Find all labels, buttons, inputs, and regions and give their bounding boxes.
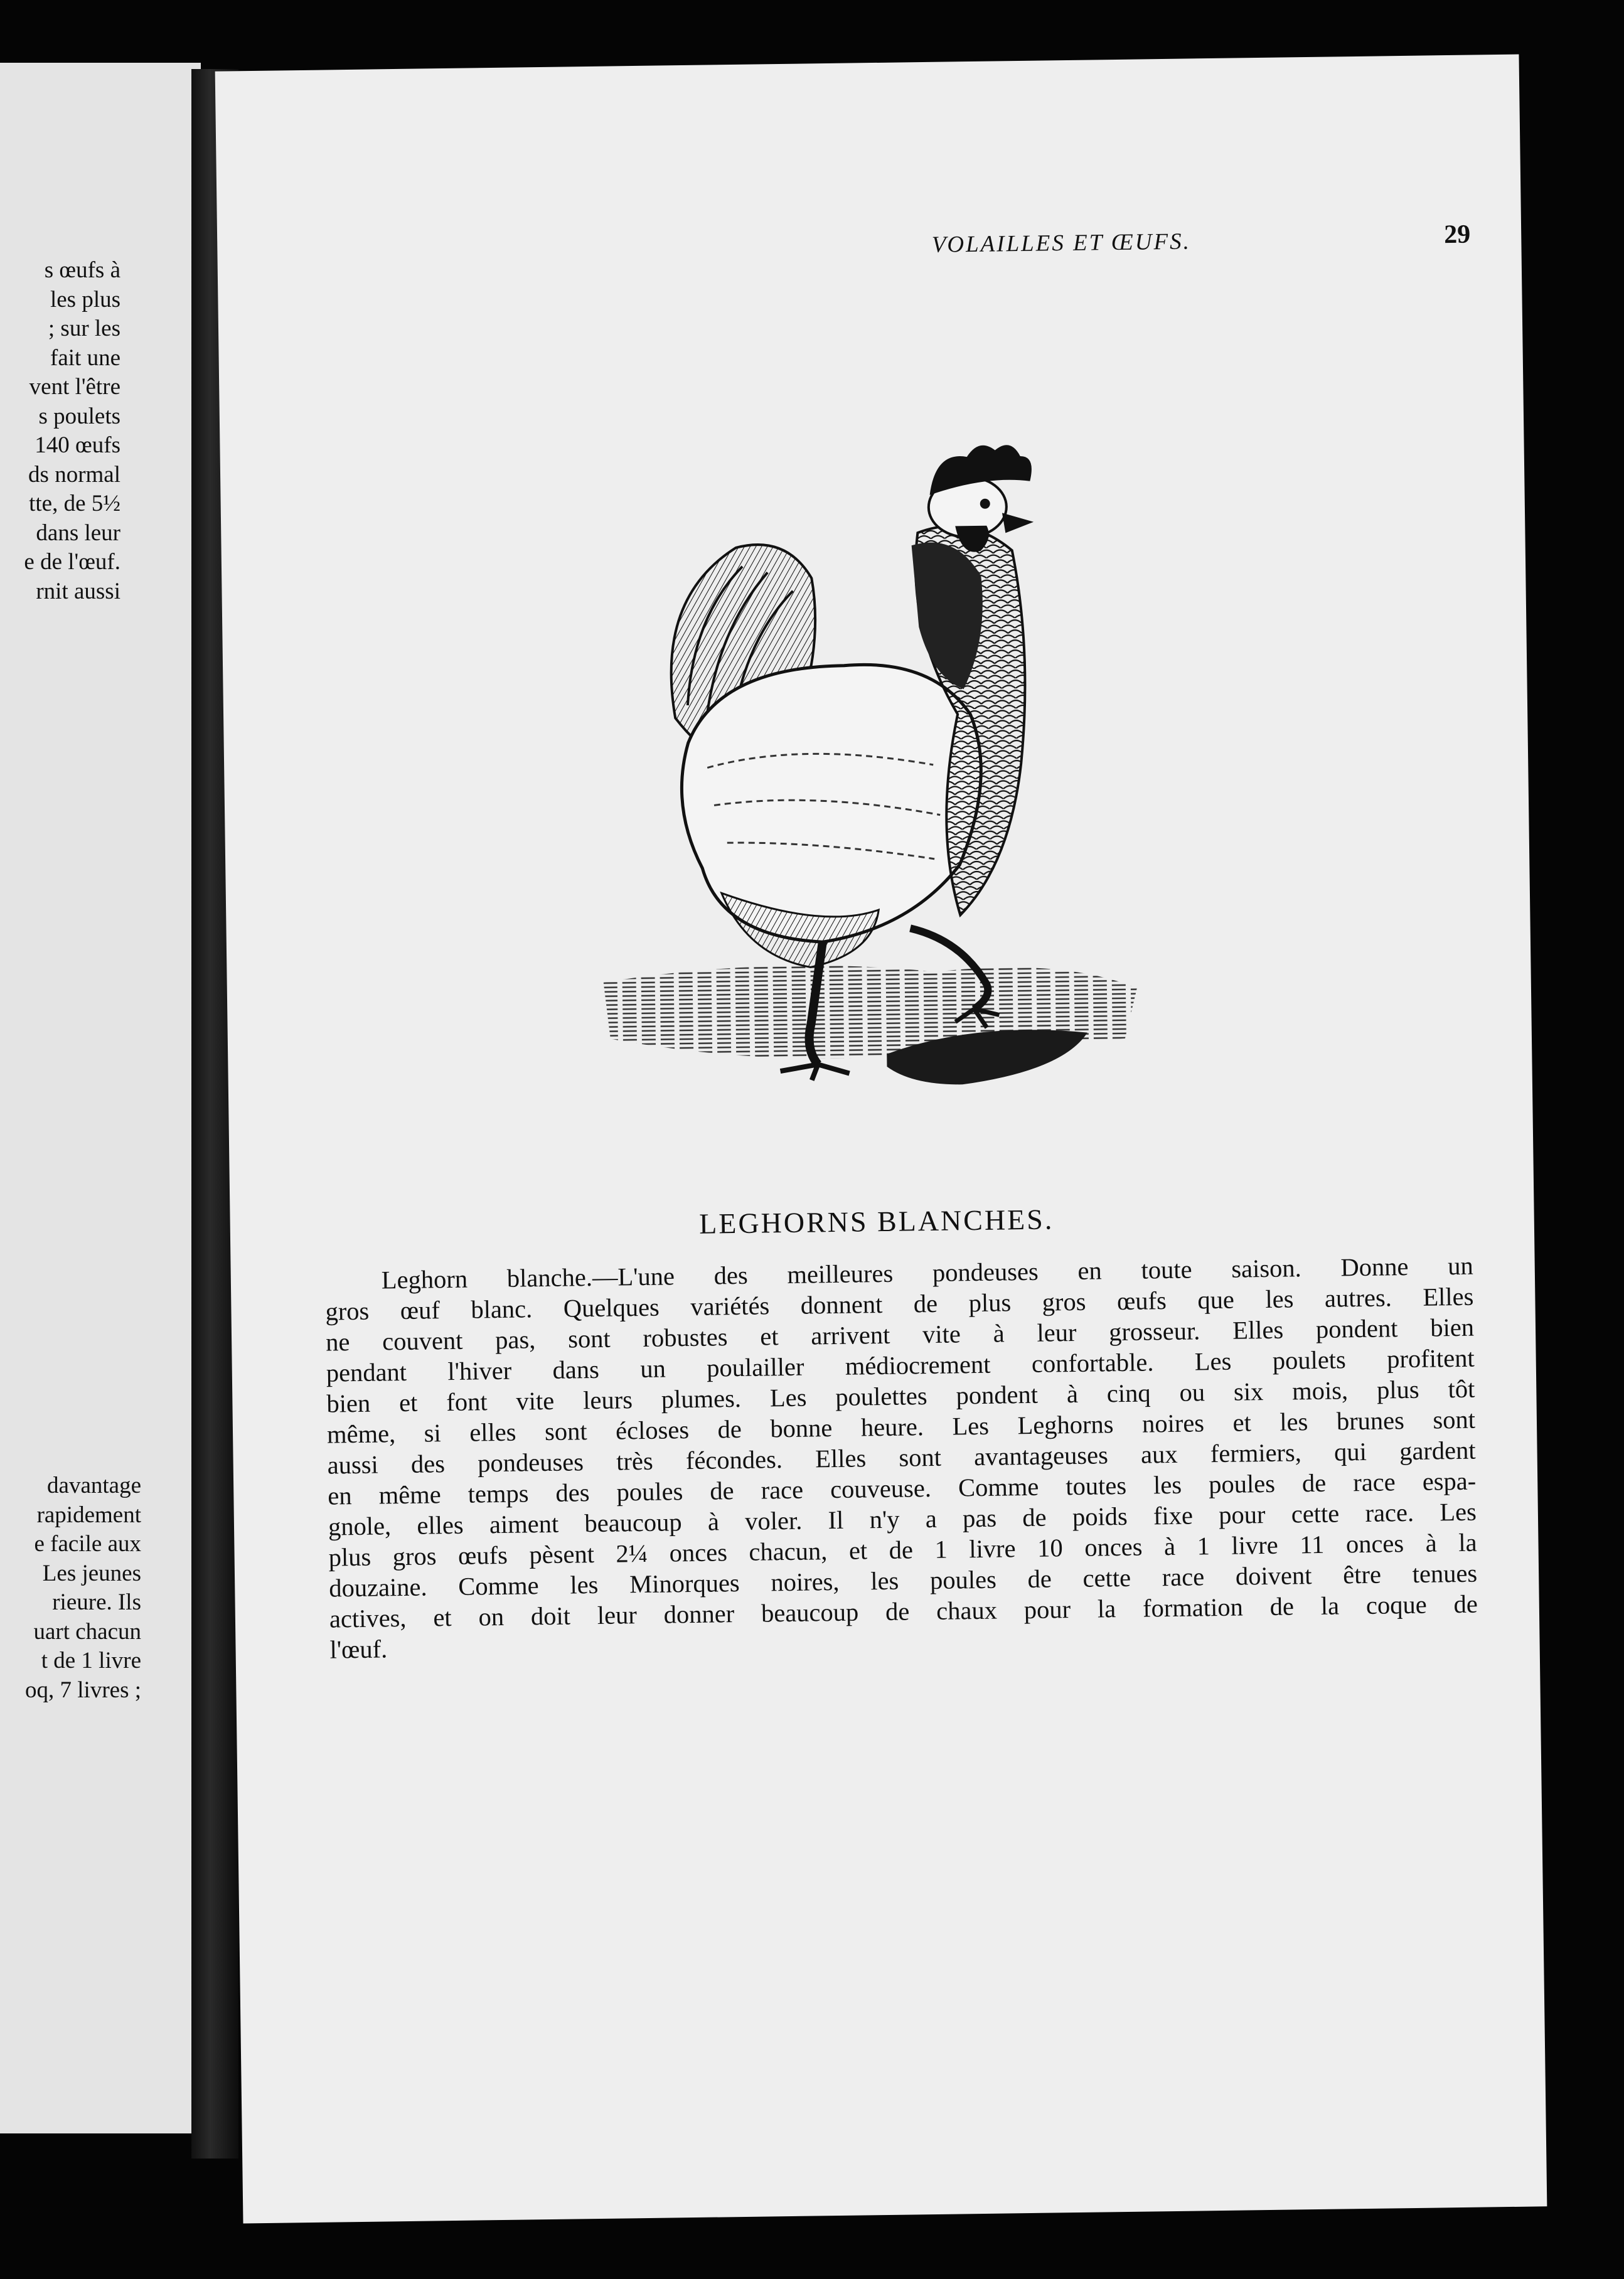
previous-page-text-bottom bbox=[0, 1471, 141, 1705]
text-line: s œufs à bbox=[44, 257, 120, 283]
previous-page-text-top bbox=[0, 256, 120, 606]
text-line: s poulets bbox=[38, 403, 120, 429]
text-line: bien et font vite leurs plumes. Les poulettes pondent à cinq ou six mois, plus tôt bbox=[326, 1374, 1475, 1418]
body-paragraph bbox=[325, 1251, 1478, 1665]
page bbox=[215, 55, 1547, 2224]
text-line: aussi des pondeuses très fécondes. Elles sont avantageuses aux fermiers, qui gardent bbox=[327, 1436, 1476, 1480]
text-line: gnole, elles aiment beaucoup à voler. Il n'y a pas de poids fixe pour cette race. Les bbox=[328, 1497, 1477, 1541]
text-line: dans leur bbox=[36, 520, 120, 546]
text-line: 140 œufs bbox=[35, 432, 120, 458]
text-line: rnit aussi bbox=[36, 578, 120, 604]
text-line: e facile aux bbox=[34, 1531, 141, 1557]
text-line: pendant l'hiver dans un poulailler médiocrement confortable. Les poulets profitent bbox=[326, 1343, 1475, 1387]
text-line: plus gros œufs pèsent 2¼ onces chacun, et de 1 livre 10 onces à 1 livre 11 onces à la bbox=[328, 1528, 1477, 1572]
rooster-engraving-icon bbox=[577, 385, 1153, 1259]
text-line: douzaine. Comme les Minorques noires, les poules de cette race doivent être tenues bbox=[329, 1559, 1478, 1603]
text-line: tte, de 5½ bbox=[29, 491, 120, 516]
text-line: fait une bbox=[50, 344, 120, 371]
text-line: en même temps des poules de race couveuse. Comme toutes les poules de race espa- bbox=[328, 1466, 1477, 1510]
text-line: actives, et on doit leur donner beaucoup de chaux pour la formation de la coque de bbox=[329, 1589, 1478, 1633]
text-line: ; sur les bbox=[48, 316, 120, 341]
text-line: gros œuf blanc. Quelques variétés donnent de plus gros œufs que les autres. Elles bbox=[325, 1282, 1474, 1326]
figure-caption: LEGHORNS BLANCHES. bbox=[698, 1203, 1054, 1240]
text-line: oq, 7 livres ; bbox=[25, 1677, 141, 1703]
text-line: l'œuf. bbox=[329, 1635, 388, 1664]
text-line: Les jeunes bbox=[42, 1560, 141, 1586]
text-line: rieure. Ils bbox=[52, 1589, 141, 1615]
text-line: même, si elles sont écloses de bonne heure. Les Leghorns noires et les brunes sont bbox=[326, 1405, 1476, 1449]
text-line: davantage bbox=[47, 1473, 141, 1498]
text-line: t de 1 livre bbox=[41, 1648, 141, 1673]
text-line: les plus bbox=[50, 286, 120, 312]
text-line: vent l'être bbox=[29, 374, 120, 400]
page-number: 29 bbox=[1443, 220, 1471, 250]
running-head: VOLAILLES ET ŒUFS. bbox=[931, 228, 1192, 258]
text-line: ne couvent pas, sont robustes et arrivent vite à leur grosseur. Elles pondent bien bbox=[325, 1313, 1475, 1357]
text-line: uart chacun bbox=[33, 1618, 141, 1645]
text-line: Leghorn blanche.—L'une des meilleures pondeuses en toute saison. Donne un bbox=[381, 1251, 1474, 1294]
page-header bbox=[685, 220, 1471, 272]
text-line: ds normal bbox=[28, 461, 120, 488]
text-line: e de l'œuf. bbox=[24, 549, 120, 575]
text-line: rapidement bbox=[36, 1502, 141, 1528]
